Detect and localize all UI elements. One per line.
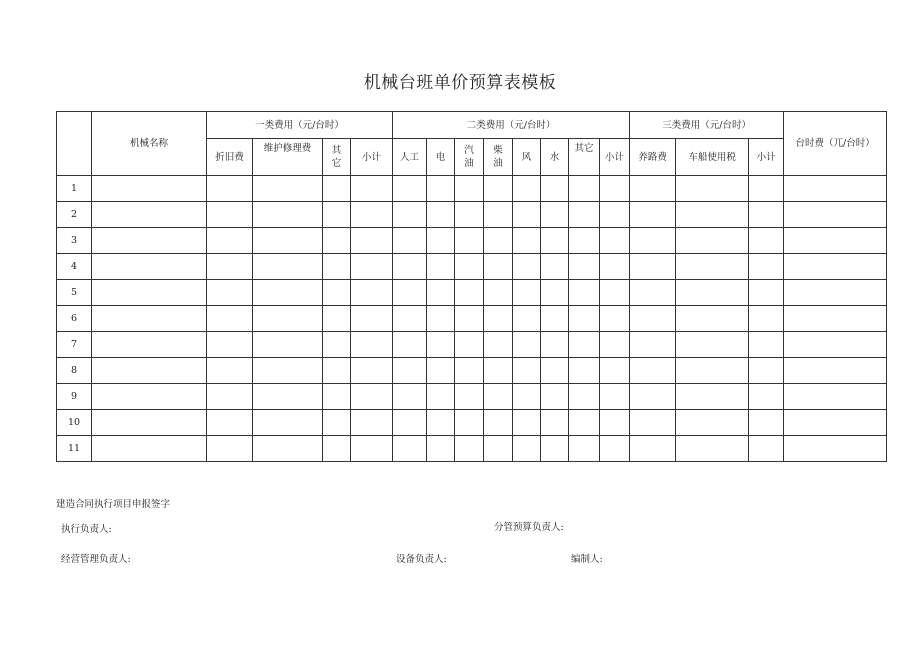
table-cell[interactable] (427, 332, 455, 358)
table-row (57, 176, 887, 202)
table-cell[interactable] (676, 280, 749, 306)
table-cell[interactable] (541, 410, 569, 436)
budget-table (56, 111, 887, 462)
table-cell[interactable] (513, 280, 541, 306)
table-cell[interactable] (323, 254, 351, 280)
table-cell[interactable] (676, 254, 749, 280)
table-cell[interactable] (513, 358, 541, 384)
table-cell[interactable] (427, 384, 455, 410)
row-number: 2 (57, 202, 92, 228)
table-row (57, 306, 887, 332)
table-cell[interactable] (784, 384, 887, 410)
table-cell[interactable] (569, 384, 600, 410)
col-subtotal-2: 小计 (600, 139, 630, 176)
table-cell[interactable] (749, 176, 784, 202)
table-cell[interactable] (253, 254, 323, 280)
col-maintenance: 维护修理费 (253, 139, 323, 176)
table-cell[interactable] (513, 436, 541, 462)
table-cell[interactable] (393, 306, 427, 332)
table-cell[interactable] (393, 384, 427, 410)
table-cell[interactable] (393, 436, 427, 462)
table-cell[interactable] (513, 306, 541, 332)
table-cell[interactable] (92, 280, 207, 306)
table-cell[interactable] (676, 176, 749, 202)
table-row (57, 202, 887, 228)
row-number: 4 (57, 254, 92, 280)
table-cell[interactable] (676, 410, 749, 436)
table-cell[interactable] (484, 410, 513, 436)
table-cell[interactable] (484, 228, 513, 254)
table-cell[interactable] (455, 410, 484, 436)
table-cell[interactable] (323, 228, 351, 254)
table-cell[interactable] (784, 358, 887, 384)
table-cell[interactable] (749, 306, 784, 332)
table-cell[interactable] (749, 202, 784, 228)
col-road-fee: 养路费 (630, 139, 676, 176)
table-cell[interactable] (455, 358, 484, 384)
table-cell[interactable] (323, 332, 351, 358)
table-cell[interactable] (351, 384, 393, 410)
row-number: 1 (57, 176, 92, 202)
table-cell[interactable] (749, 332, 784, 358)
table-cell[interactable] (569, 176, 600, 202)
table-cell[interactable] (600, 254, 630, 280)
table-cell[interactable] (393, 358, 427, 384)
hourly-fee-header: 台时费（兀/台时） (784, 112, 887, 176)
table-cell[interactable] (784, 176, 887, 202)
table-row (57, 384, 887, 410)
table-cell[interactable] (513, 384, 541, 410)
table-row (57, 280, 887, 306)
table-cell[interactable] (92, 176, 207, 202)
table-row (57, 358, 887, 384)
table-cell[interactable] (569, 254, 600, 280)
table-row (57, 332, 887, 358)
table-cell[interactable] (253, 306, 323, 332)
row-number-header (57, 112, 92, 176)
table-cell[interactable] (513, 228, 541, 254)
table-cell[interactable] (207, 228, 253, 254)
table-cell[interactable] (600, 358, 630, 384)
table-cell[interactable] (784, 254, 887, 280)
row-number: 5 (57, 280, 92, 306)
table-cell[interactable] (351, 358, 393, 384)
table-cell[interactable] (207, 436, 253, 462)
table-cell[interactable] (749, 410, 784, 436)
table-row (57, 436, 887, 462)
table-cell[interactable] (427, 254, 455, 280)
table-cell[interactable] (427, 358, 455, 384)
col-subtotal-3: 小计 (749, 139, 784, 176)
compiler-label: 编制人: (571, 554, 603, 565)
col-electricity: 电 (427, 139, 455, 176)
table-row (57, 254, 887, 280)
table-cell[interactable] (92, 384, 207, 410)
col-other-1: 其它 (323, 139, 351, 176)
table-cell[interactable] (569, 332, 600, 358)
table-cell[interactable] (351, 332, 393, 358)
table-cell[interactable] (541, 306, 569, 332)
table-row (57, 410, 887, 436)
table-cell[interactable] (784, 436, 887, 462)
row-number: 9 (57, 384, 92, 410)
col-vehicle-tax: 车船使用税 (676, 139, 749, 176)
table-cell[interactable] (541, 332, 569, 358)
table-cell[interactable] (207, 280, 253, 306)
table-cell[interactable] (253, 384, 323, 410)
table-cell[interactable] (207, 254, 253, 280)
table-cell[interactable] (784, 202, 887, 228)
table-cell[interactable] (92, 254, 207, 280)
group3-header: 三类费用（元/台时） (630, 112, 784, 139)
table-cell[interactable] (253, 176, 323, 202)
table-cell[interactable] (455, 384, 484, 410)
table-cell[interactable] (323, 358, 351, 384)
col-other-2: 其它 (569, 139, 600, 176)
table-cell[interactable] (455, 202, 484, 228)
table-cell[interactable] (630, 332, 676, 358)
table-cell[interactable] (393, 228, 427, 254)
table-cell[interactable] (676, 358, 749, 384)
table-cell[interactable] (749, 358, 784, 384)
table-cell[interactable] (630, 384, 676, 410)
table-cell[interactable] (513, 254, 541, 280)
table-cell[interactable] (676, 384, 749, 410)
table-cell[interactable] (600, 436, 630, 462)
table-cell[interactable] (784, 228, 887, 254)
table-cell[interactable] (207, 384, 253, 410)
table-cell[interactable] (393, 202, 427, 228)
table-cell[interactable] (541, 202, 569, 228)
table-cell[interactable] (676, 202, 749, 228)
table-cell[interactable] (323, 436, 351, 462)
table-cell[interactable] (351, 202, 393, 228)
table-cell[interactable] (484, 280, 513, 306)
table-cell[interactable] (323, 202, 351, 228)
table-cell[interactable] (427, 280, 455, 306)
table-cell[interactable] (484, 332, 513, 358)
table-cell[interactable] (323, 410, 351, 436)
budget-lead-label: 分管预算负责人: (494, 522, 564, 533)
table-cell[interactable] (784, 280, 887, 306)
table-cell[interactable] (630, 280, 676, 306)
table-cell[interactable] (323, 306, 351, 332)
table-cell[interactable] (600, 332, 630, 358)
table-cell[interactable] (484, 202, 513, 228)
ops-lead-label: 经营管理负责人: (61, 554, 131, 565)
table-cell[interactable] (630, 202, 676, 228)
table-cell[interactable] (600, 280, 630, 306)
group2-header: 二类费用（元/台时） (393, 112, 630, 139)
table-cell[interactable] (484, 358, 513, 384)
group1-header: 一类费用（元/台时） (207, 112, 393, 139)
table-cell[interactable] (455, 306, 484, 332)
table-cell[interactable] (393, 332, 427, 358)
table-cell[interactable] (541, 436, 569, 462)
table-cell[interactable] (676, 436, 749, 462)
header-row-1 (57, 112, 887, 139)
table-cell[interactable] (351, 176, 393, 202)
table-cell[interactable] (484, 384, 513, 410)
table-cell[interactable] (455, 436, 484, 462)
col-gasoline: 汽油 (455, 139, 484, 176)
table-cell[interactable] (393, 410, 427, 436)
table-cell[interactable] (484, 306, 513, 332)
table-cell[interactable] (676, 306, 749, 332)
table-cell[interactable] (630, 410, 676, 436)
row-number: 11 (57, 436, 92, 462)
table-cell[interactable] (569, 228, 600, 254)
table-cell[interactable] (484, 254, 513, 280)
table-cell[interactable] (630, 228, 676, 254)
row-number: 8 (57, 358, 92, 384)
table-cell[interactable] (513, 410, 541, 436)
table-cell[interactable] (427, 176, 455, 202)
table-cell[interactable] (569, 280, 600, 306)
table-cell[interactable] (676, 228, 749, 254)
table-cell[interactable] (92, 202, 207, 228)
table-cell[interactable] (207, 332, 253, 358)
table-cell[interactable] (541, 228, 569, 254)
signature-heading: 建造合同执行项目申报签字 (56, 499, 171, 510)
table-cell[interactable] (513, 176, 541, 202)
table-cell[interactable] (749, 436, 784, 462)
table-cell[interactable] (749, 254, 784, 280)
table-cell[interactable] (484, 176, 513, 202)
table-cell[interactable] (351, 254, 393, 280)
table-cell[interactable] (630, 358, 676, 384)
table-cell[interactable] (253, 358, 323, 384)
table-cell[interactable] (427, 228, 455, 254)
row-number: 6 (57, 306, 92, 332)
table-cell[interactable] (323, 384, 351, 410)
table-cell[interactable] (455, 254, 484, 280)
table-cell[interactable] (427, 436, 455, 462)
table-cell[interactable] (630, 254, 676, 280)
table-cell[interactable] (455, 280, 484, 306)
table-cell[interactable] (92, 228, 207, 254)
table-cell[interactable] (630, 176, 676, 202)
table-cell[interactable] (600, 176, 630, 202)
table-cell[interactable] (323, 280, 351, 306)
table-cell[interactable] (630, 436, 676, 462)
table-cell[interactable] (351, 436, 393, 462)
table-cell[interactable] (92, 332, 207, 358)
table-cell[interactable] (92, 410, 207, 436)
table-cell[interactable] (569, 410, 600, 436)
col-diesel: 柴油 (484, 139, 513, 176)
table-cell[interactable] (92, 436, 207, 462)
table-row (57, 228, 887, 254)
col-labor: 人工 (393, 139, 427, 176)
table-cell[interactable] (207, 202, 253, 228)
table-cell[interactable] (427, 306, 455, 332)
table-cell[interactable] (569, 306, 600, 332)
table-cell[interactable] (513, 332, 541, 358)
table-cell[interactable] (92, 306, 207, 332)
table-cell[interactable] (749, 228, 784, 254)
table-cell[interactable] (541, 280, 569, 306)
table-cell[interactable] (630, 306, 676, 332)
table-cell[interactable] (513, 202, 541, 228)
table-cell[interactable] (427, 410, 455, 436)
table-cell[interactable] (253, 202, 323, 228)
table-cell[interactable] (749, 280, 784, 306)
table-cell[interactable] (600, 306, 630, 332)
table-cell[interactable] (207, 306, 253, 332)
exec-lead-label: 执行负责人: (61, 524, 112, 535)
table-cell[interactable] (351, 306, 393, 332)
table-cell[interactable] (676, 332, 749, 358)
table-cell[interactable] (484, 436, 513, 462)
table-cell[interactable] (92, 358, 207, 384)
table-cell[interactable] (455, 332, 484, 358)
table-cell[interactable] (541, 176, 569, 202)
machine-name-header: 机械名称 (92, 112, 207, 176)
table-cell[interactable] (253, 228, 323, 254)
table-cell[interactable] (207, 358, 253, 384)
equipment-lead-label: 设备负责人: (396, 554, 447, 565)
table-cell[interactable] (253, 280, 323, 306)
table-cell[interactable] (600, 228, 630, 254)
table-cell[interactable] (207, 410, 253, 436)
table-cell[interactable] (600, 202, 630, 228)
table-cell[interactable] (784, 306, 887, 332)
table-cell[interactable] (253, 410, 323, 436)
row-number: 10 (57, 410, 92, 436)
table-cell[interactable] (455, 228, 484, 254)
table-cell[interactable] (323, 176, 351, 202)
col-depreciation: 折旧费 (207, 139, 253, 176)
table-cell[interactable] (784, 410, 887, 436)
table-cell[interactable] (253, 332, 323, 358)
table-cell[interactable] (749, 384, 784, 410)
table-cell[interactable] (393, 280, 427, 306)
table-cell[interactable] (569, 358, 600, 384)
table-cell[interactable] (351, 228, 393, 254)
col-water: 水 (541, 139, 569, 176)
table-cell[interactable] (351, 280, 393, 306)
col-subtotal-1: 小计 (351, 139, 393, 176)
table-cell[interactable] (393, 254, 427, 280)
table-cell[interactable] (541, 358, 569, 384)
table-cell[interactable] (427, 202, 455, 228)
col-wind: 风 (513, 139, 541, 176)
table-cell[interactable] (541, 254, 569, 280)
table-cell[interactable] (600, 410, 630, 436)
table-cell[interactable] (455, 176, 484, 202)
table-cell[interactable] (600, 384, 630, 410)
table-cell[interactable] (253, 436, 323, 462)
table-cell[interactable] (569, 202, 600, 228)
table-cell[interactable] (541, 384, 569, 410)
page-title: 机械台班单价预算表模板 (363, 73, 557, 93)
row-number: 3 (57, 228, 92, 254)
row-number: 7 (57, 332, 92, 358)
table-cell[interactable] (569, 436, 600, 462)
table-cell[interactable] (207, 176, 253, 202)
table-cell[interactable] (784, 332, 887, 358)
table-cell[interactable] (351, 410, 393, 436)
table-cell[interactable] (393, 176, 427, 202)
